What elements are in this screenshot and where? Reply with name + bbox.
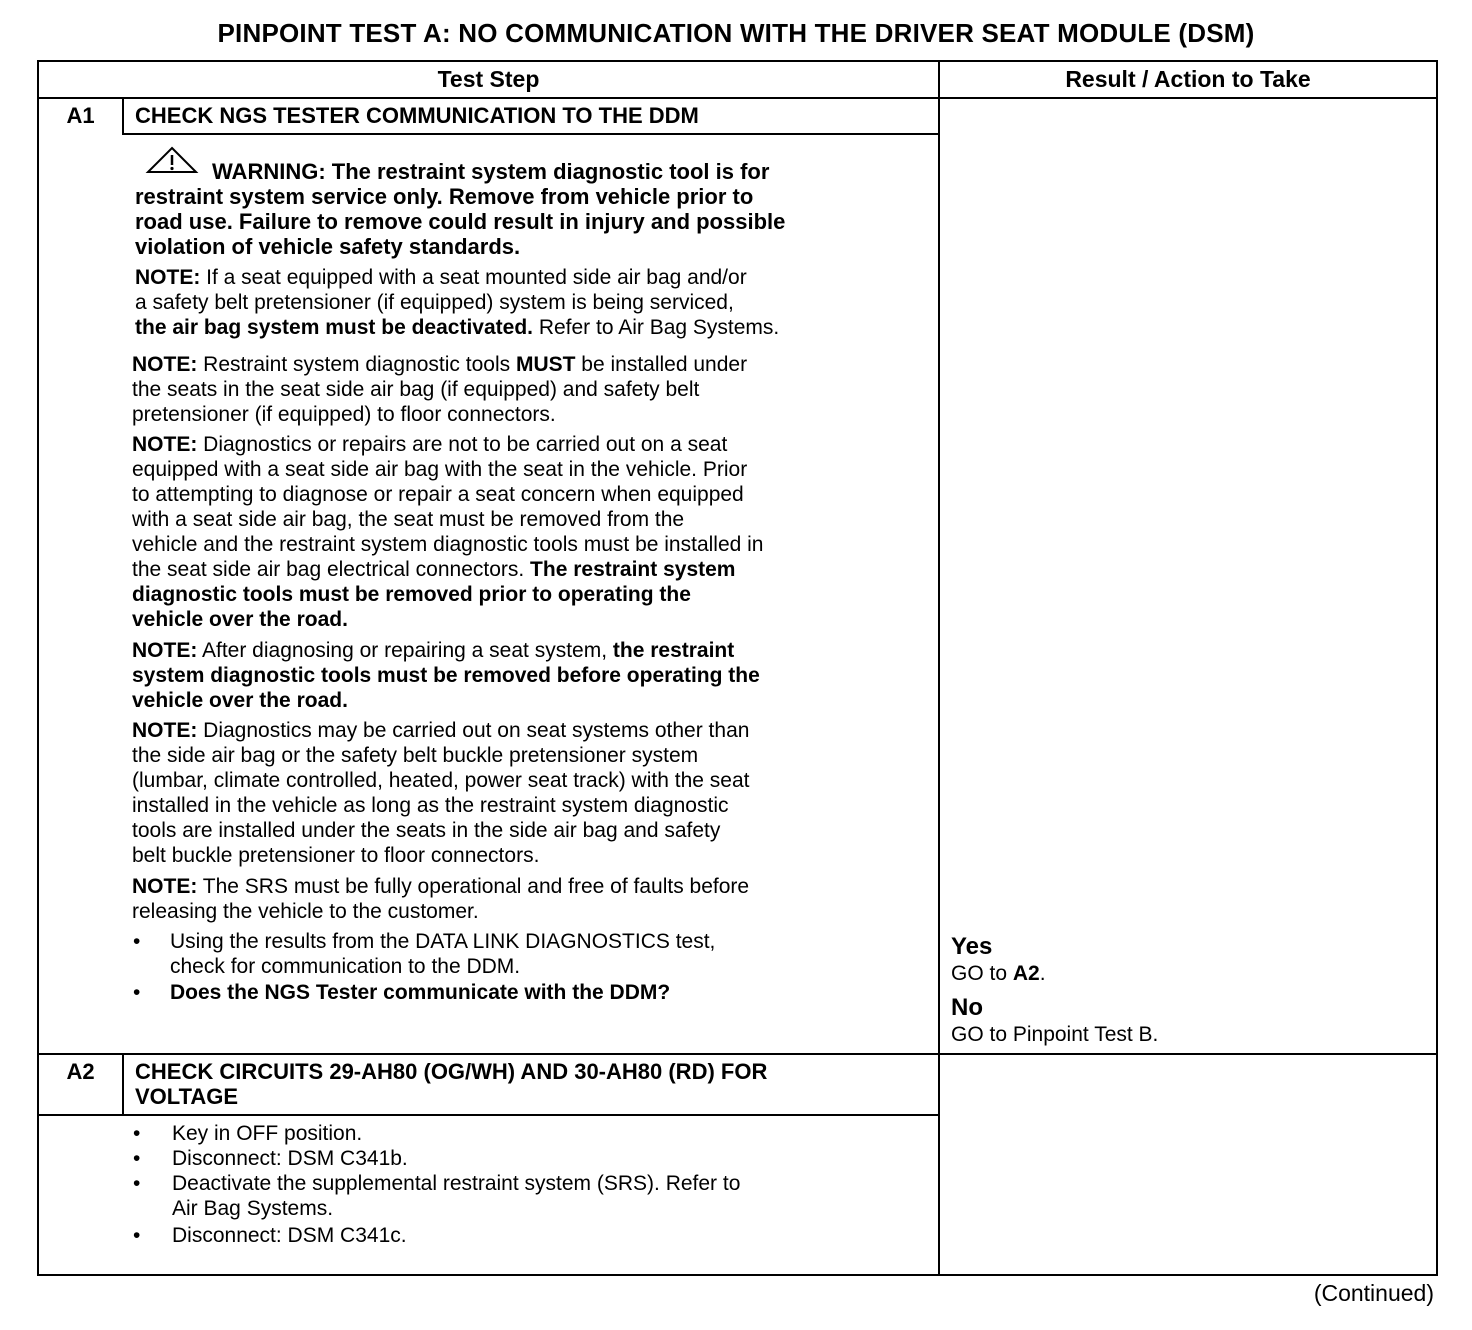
step-a1-heading: CHECK NGS TESTER COMMUNICATION TO THE DDM xyxy=(135,103,699,128)
note1-text-3: Refer to Air Bag Systems. xyxy=(532,316,780,339)
note3-line-4: with a seat side air bag, the seat must be removed from the xyxy=(132,508,685,531)
note4-bold-1: the restraint xyxy=(612,639,735,662)
continued-label: (Continued) xyxy=(1313,1280,1434,1306)
note4-text-1: After diagnosing or repairing a seat system, xyxy=(197,639,613,662)
note5-line-4: installed in the vehicle as long as the restraint system diagnostic xyxy=(132,794,729,817)
result-yes-target: A2 xyxy=(1012,962,1040,985)
note5-text-1: Diagnostics may be carried out on seat systems other than xyxy=(197,719,750,742)
rule-a1-bottom xyxy=(39,1053,1436,1055)
note4-line-1 xyxy=(132,638,734,663)
note5-line-3: (lumbar, climate controlled, heated, power seat track) with the seat xyxy=(132,769,750,792)
note3-line-7: diagnostic tools must be removed prior to operating the xyxy=(132,583,691,606)
note2-line-1 xyxy=(132,352,747,377)
step-a1-id: A1 xyxy=(66,103,95,128)
note3-label: NOTE: xyxy=(132,433,198,456)
note1-line-1 xyxy=(135,265,747,290)
note3-line-3: to attempting to diagnose or repair a seat concern when equipped xyxy=(132,483,744,506)
note1-line-3 xyxy=(135,315,779,340)
rule-header-bottom xyxy=(39,97,1436,99)
note3-line-5: vehicle and the restraint system diagnostic tools must be installed in xyxy=(132,533,764,556)
a2-bullet-3-line-2: Air Bag Systems. xyxy=(172,1197,334,1220)
result-yes-action xyxy=(951,961,1046,986)
a2-bullet-4: Disconnect: DSM C341c. xyxy=(172,1224,407,1247)
note5-line-2: the side air bag or the safety belt buckle pretensioner system xyxy=(132,744,699,767)
note4-line-2: system diagnostic tools must be removed before operating the xyxy=(132,664,760,687)
rule-id-divider-a2 xyxy=(122,1053,124,1115)
a2-bullet-2: Disconnect: DSM C341b. xyxy=(172,1147,408,1170)
result-no-label: No xyxy=(951,994,983,1021)
note6-text-1: The SRS must be fully operational and free of faults before xyxy=(197,875,750,898)
bullet-dot: • xyxy=(133,1172,141,1195)
header-result-action: Result / Action to Take xyxy=(1065,66,1311,92)
note2-text-1b: be installed under xyxy=(575,353,748,376)
note3-line-8: vehicle over the road. xyxy=(132,608,348,631)
warning-line-4: violation of vehicle safety standards. xyxy=(135,234,521,259)
page-title: PINPOINT TEST A: NO COMMUNICATION WITH THE DRIVER SEAT MODULE (DSM) xyxy=(217,18,1255,48)
note3-text-6: the seat side air bag electrical connectors. xyxy=(132,558,531,581)
rule-id-divider-a1 xyxy=(122,97,124,134)
step-a2-heading-line-2: VOLTAGE xyxy=(135,1084,239,1109)
warning-line-3: road use. Failure to remove could result in injury and possible xyxy=(135,209,786,234)
result-no-action: GO to Pinpoint Test B. xyxy=(951,1023,1159,1046)
note6-line-2: releasing the vehicle to the customer. xyxy=(132,900,479,923)
note6-line-1 xyxy=(132,874,749,899)
rule-a2-heading-bottom xyxy=(39,1114,939,1116)
note1-text-1: If a seat equipped with a seat mounted side air bag and/or xyxy=(200,266,747,289)
note5-line-1 xyxy=(132,718,749,743)
header-test-step: Test Step xyxy=(437,66,540,92)
rule-col-divider xyxy=(938,62,940,1274)
note3-bold-6: The restraint system xyxy=(530,558,736,581)
note2-bold: MUST xyxy=(515,353,576,376)
rule-a1-heading-bottom xyxy=(122,133,939,135)
note1-label: NOTE: xyxy=(135,266,201,289)
note2-label: NOTE: xyxy=(132,353,198,376)
note3-line-1 xyxy=(132,432,727,457)
a1-bullet-1-line-2: check for communication to the DDM. xyxy=(170,955,521,978)
a2-bullet-3-line-1: Deactivate the supplemental restraint system (SRS). Refer to xyxy=(172,1172,741,1195)
result-yes-text: GO to xyxy=(951,962,1013,985)
note5-label: NOTE: xyxy=(132,719,198,742)
result-yes-label: Yes xyxy=(951,933,993,960)
note1-line-2: a safety belt pretensioner (if equipped) system is being serviced, xyxy=(135,291,734,314)
bullet-dot: • xyxy=(133,1147,141,1170)
a1-bullet-2: Does the NGS Tester communicate with the DDM? xyxy=(170,981,671,1004)
bullet-dot: • xyxy=(133,981,141,1004)
note2-line-3: pretensioner (if equipped) to floor connectors. xyxy=(132,403,556,426)
bullet-dot: • xyxy=(133,1224,141,1247)
note2-text-1a: Restraint system diagnostic tools xyxy=(197,353,516,376)
step-a2-heading-line-1: CHECK CIRCUITS 29-AH80 (OG/WH) AND 30-AH80 (RD) FOR xyxy=(135,1059,768,1084)
note5-line-6: belt buckle pretensioner to floor connectors. xyxy=(132,844,540,867)
a2-bullet-1: Key in OFF position. xyxy=(172,1122,363,1145)
note3-text-1: Diagnostics or repairs are not to be carried out on a seat xyxy=(197,433,728,456)
step-a2-id: A2 xyxy=(66,1059,95,1084)
result-yes-end: . xyxy=(1039,962,1046,985)
bullet-dot: • xyxy=(133,1122,141,1145)
note2-line-2: the seats in the seat side air bag (if equipped) and safety belt xyxy=(132,378,700,401)
bullet-dot: • xyxy=(133,930,141,953)
note3-line-2: equipped with a seat side air bag with the seat in the vehicle. Prior xyxy=(132,458,748,481)
note4-line-3: vehicle over the road. xyxy=(132,689,348,712)
note3-line-6 xyxy=(132,557,735,582)
note1-bold: the air bag system must be deactivated. xyxy=(135,316,533,339)
note5-line-5: tools are installed under the seats in the side air bag and safety xyxy=(132,819,721,842)
warning-line-2: restraint system service only. Remove from vehicle prior to xyxy=(135,184,754,209)
pinpoint-test-table xyxy=(37,60,1438,1276)
note6-label: NOTE: xyxy=(132,875,198,898)
note4-label: NOTE: xyxy=(132,639,198,662)
warning-triangle-icon xyxy=(145,146,199,174)
a1-bullet-1-line-1: Using the results from the DATA LINK DIAGNOSTICS test, xyxy=(170,930,716,953)
warning-line-1: WARNING: The restraint system diagnostic tool is for xyxy=(212,159,770,184)
